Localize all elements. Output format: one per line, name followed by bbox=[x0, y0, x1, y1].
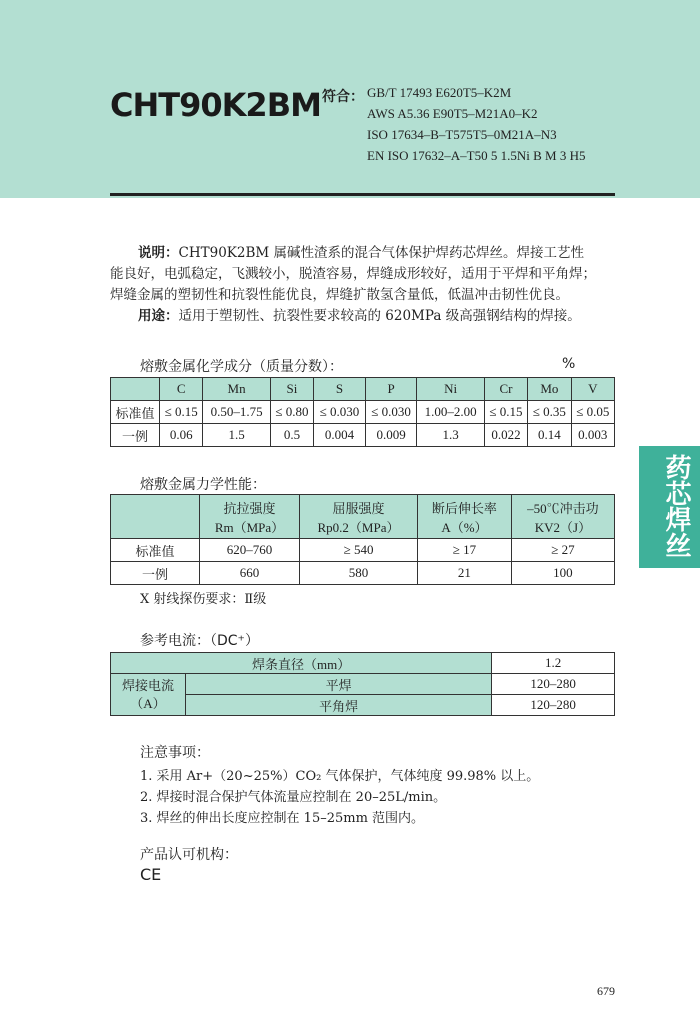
table-cell: 620–760 bbox=[200, 539, 300, 562]
notes-title: 注意事项： bbox=[140, 745, 210, 761]
table-cell: ≤ 0.030 bbox=[365, 401, 417, 424]
table-header-row bbox=[111, 378, 615, 401]
table-header-cell bbox=[511, 495, 614, 539]
table-header-cell bbox=[111, 495, 200, 539]
table-cell: ≤ 0.35 bbox=[528, 401, 571, 424]
header-line: –50℃冲击功 bbox=[527, 500, 599, 516]
standards-label: 符合： bbox=[322, 89, 364, 105]
notes-list bbox=[140, 766, 539, 829]
table-cell: 标准值 bbox=[111, 401, 160, 424]
certification-title: 产品认可机构： bbox=[140, 847, 238, 863]
usage-text: 适用于塑韧性、抗裂性要求较高的 620MPa 级高强钢结构的焊接。 bbox=[178, 308, 581, 324]
flat-value: 120–280 bbox=[492, 674, 615, 695]
table-header-cell: V bbox=[571, 378, 614, 401]
table-cell: 0.50–1.75 bbox=[203, 401, 270, 424]
standard-item: AWS A5.36 E90T5–M21A0–K2 bbox=[367, 106, 538, 121]
table-row bbox=[111, 424, 615, 447]
page-number: 679 bbox=[597, 984, 615, 998]
table-header-cell: P bbox=[365, 378, 417, 401]
ce-mark-icon: CE bbox=[140, 865, 162, 884]
table-header-cell: C bbox=[160, 378, 203, 401]
table-row bbox=[111, 674, 615, 695]
table-cell: 0.004 bbox=[314, 424, 366, 447]
header-line: Rm（MPa） bbox=[214, 519, 285, 535]
chemistry-title: 熔敷金属化学成分（质量分数）： bbox=[140, 359, 343, 375]
table-cell: ≤ 0.030 bbox=[314, 401, 366, 424]
chemistry-table bbox=[110, 377, 615, 447]
welding-current-line: 焊接电流 bbox=[121, 677, 174, 693]
standard-item: ISO 17634–B–T575T5–0M21A–N3 bbox=[367, 127, 557, 142]
welding-current-line: （A） bbox=[130, 695, 166, 711]
table-cell: 660 bbox=[200, 562, 300, 585]
side-tab bbox=[639, 446, 700, 568]
table-header-cell: Cr bbox=[484, 378, 527, 401]
header-line: 断后伸长率 bbox=[431, 500, 497, 516]
header-line: 屈服强度 bbox=[332, 500, 385, 516]
table-cell: 0.06 bbox=[160, 424, 203, 447]
header-line: Rp0.2（MPa） bbox=[317, 519, 400, 535]
fillet-label: 平角焊 bbox=[186, 695, 492, 716]
header-line: A（%） bbox=[441, 519, 488, 535]
table-header-cell: Mo bbox=[528, 378, 571, 401]
current-table bbox=[110, 652, 615, 716]
header-line: KV2（J） bbox=[534, 519, 592, 535]
table-cell: 580 bbox=[300, 562, 418, 585]
table-cell: ≥ 17 bbox=[418, 539, 512, 562]
table-cell: ≤ 0.15 bbox=[484, 401, 527, 424]
table-cell: 标准值 bbox=[111, 539, 200, 562]
diameter-label: 焊条直径（mm） bbox=[111, 653, 492, 674]
description-line: 能良好，电弧稳定，飞溅较小，脱渣容易，焊缝成形较好，适用于平焊和平角焊； bbox=[110, 266, 596, 282]
table-row bbox=[111, 562, 615, 585]
product-code: CHT90K2BM bbox=[110, 86, 321, 124]
description-label: 说明： bbox=[138, 245, 179, 261]
table-cell: 一例 bbox=[111, 562, 200, 585]
diameter-value: 1.2 bbox=[492, 653, 615, 674]
description-line: 焊缝金属的塑韧性和抗裂性能优良，焊缝扩散氢含量低，低温冲击韧性优良。 bbox=[110, 287, 569, 303]
table-cell: 1.3 bbox=[417, 424, 484, 447]
table-cell: 0.003 bbox=[571, 424, 614, 447]
welding-current-label bbox=[111, 674, 186, 716]
note-item: 2. 焊接时混合保护气体流量应控制在 20–25L/min。 bbox=[140, 790, 447, 805]
table-row bbox=[111, 695, 615, 716]
table-row bbox=[111, 653, 615, 674]
table-header-cell: Si bbox=[270, 378, 313, 401]
table-cell: 一例 bbox=[111, 424, 160, 447]
table-cell: ≤ 0.05 bbox=[571, 401, 614, 424]
header-divider bbox=[110, 193, 615, 196]
table-cell: 0.009 bbox=[365, 424, 417, 447]
side-tab-label: 药芯焊丝 bbox=[661, 454, 691, 558]
usage-label: 用途： bbox=[138, 308, 179, 324]
description bbox=[110, 243, 620, 327]
table-header-cell bbox=[200, 495, 300, 539]
table-header-cell bbox=[300, 495, 418, 539]
note-item: 3. 焊丝的伸出长度应控制在 15–25mm 范围内。 bbox=[140, 811, 425, 826]
table-cell: 1.00–2.00 bbox=[417, 401, 484, 424]
table-cell: 0.5 bbox=[270, 424, 313, 447]
xray-note: X 射线探伤要求：Ⅱ级 bbox=[140, 592, 267, 607]
table-header-row bbox=[111, 495, 615, 539]
table-cell: ≥ 540 bbox=[300, 539, 418, 562]
table-header-cell bbox=[111, 378, 160, 401]
table-cell: ≤ 0.15 bbox=[160, 401, 203, 424]
table-header-cell bbox=[418, 495, 512, 539]
fillet-value: 120–280 bbox=[492, 695, 615, 716]
header-line: 抗拉强度 bbox=[223, 500, 276, 516]
chemistry-unit: % bbox=[562, 356, 576, 372]
table-cell: ≥ 27 bbox=[511, 539, 614, 562]
standard-item: GB/T 17493 E620T5–K2M bbox=[367, 85, 512, 100]
mechanical-table bbox=[110, 494, 615, 585]
table-header-cell: Ni bbox=[417, 378, 484, 401]
standard-item: EN ISO 17632–A–T50 5 1.5Ni B M 3 H5 bbox=[367, 148, 586, 163]
table-cell: ≤ 0.80 bbox=[270, 401, 313, 424]
flat-label: 平焊 bbox=[186, 674, 492, 695]
table-header-cell: Mn bbox=[203, 378, 270, 401]
table-cell: 21 bbox=[418, 562, 512, 585]
table-cell: 100 bbox=[511, 562, 614, 585]
description-line: CHT90K2BM 属碱性渣系的混合气体保护焊药芯焊丝。焊接工艺性 bbox=[178, 245, 584, 261]
table-header-cell: S bbox=[314, 378, 366, 401]
table-row bbox=[111, 401, 615, 424]
note-item: 1. 采用 Ar+（20~25%）CO₂ 气体保护，气体纯度 99.98% 以上。 bbox=[140, 769, 540, 784]
standards-list bbox=[367, 82, 585, 166]
table-cell: 0.14 bbox=[528, 424, 571, 447]
mechanical-title: 熔敷金属力学性能： bbox=[140, 477, 266, 493]
table-cell: 1.5 bbox=[203, 424, 270, 447]
table-row bbox=[111, 539, 615, 562]
current-title: 参考电流：（DC⁺） bbox=[140, 633, 259, 649]
table-cell: 0.022 bbox=[484, 424, 527, 447]
